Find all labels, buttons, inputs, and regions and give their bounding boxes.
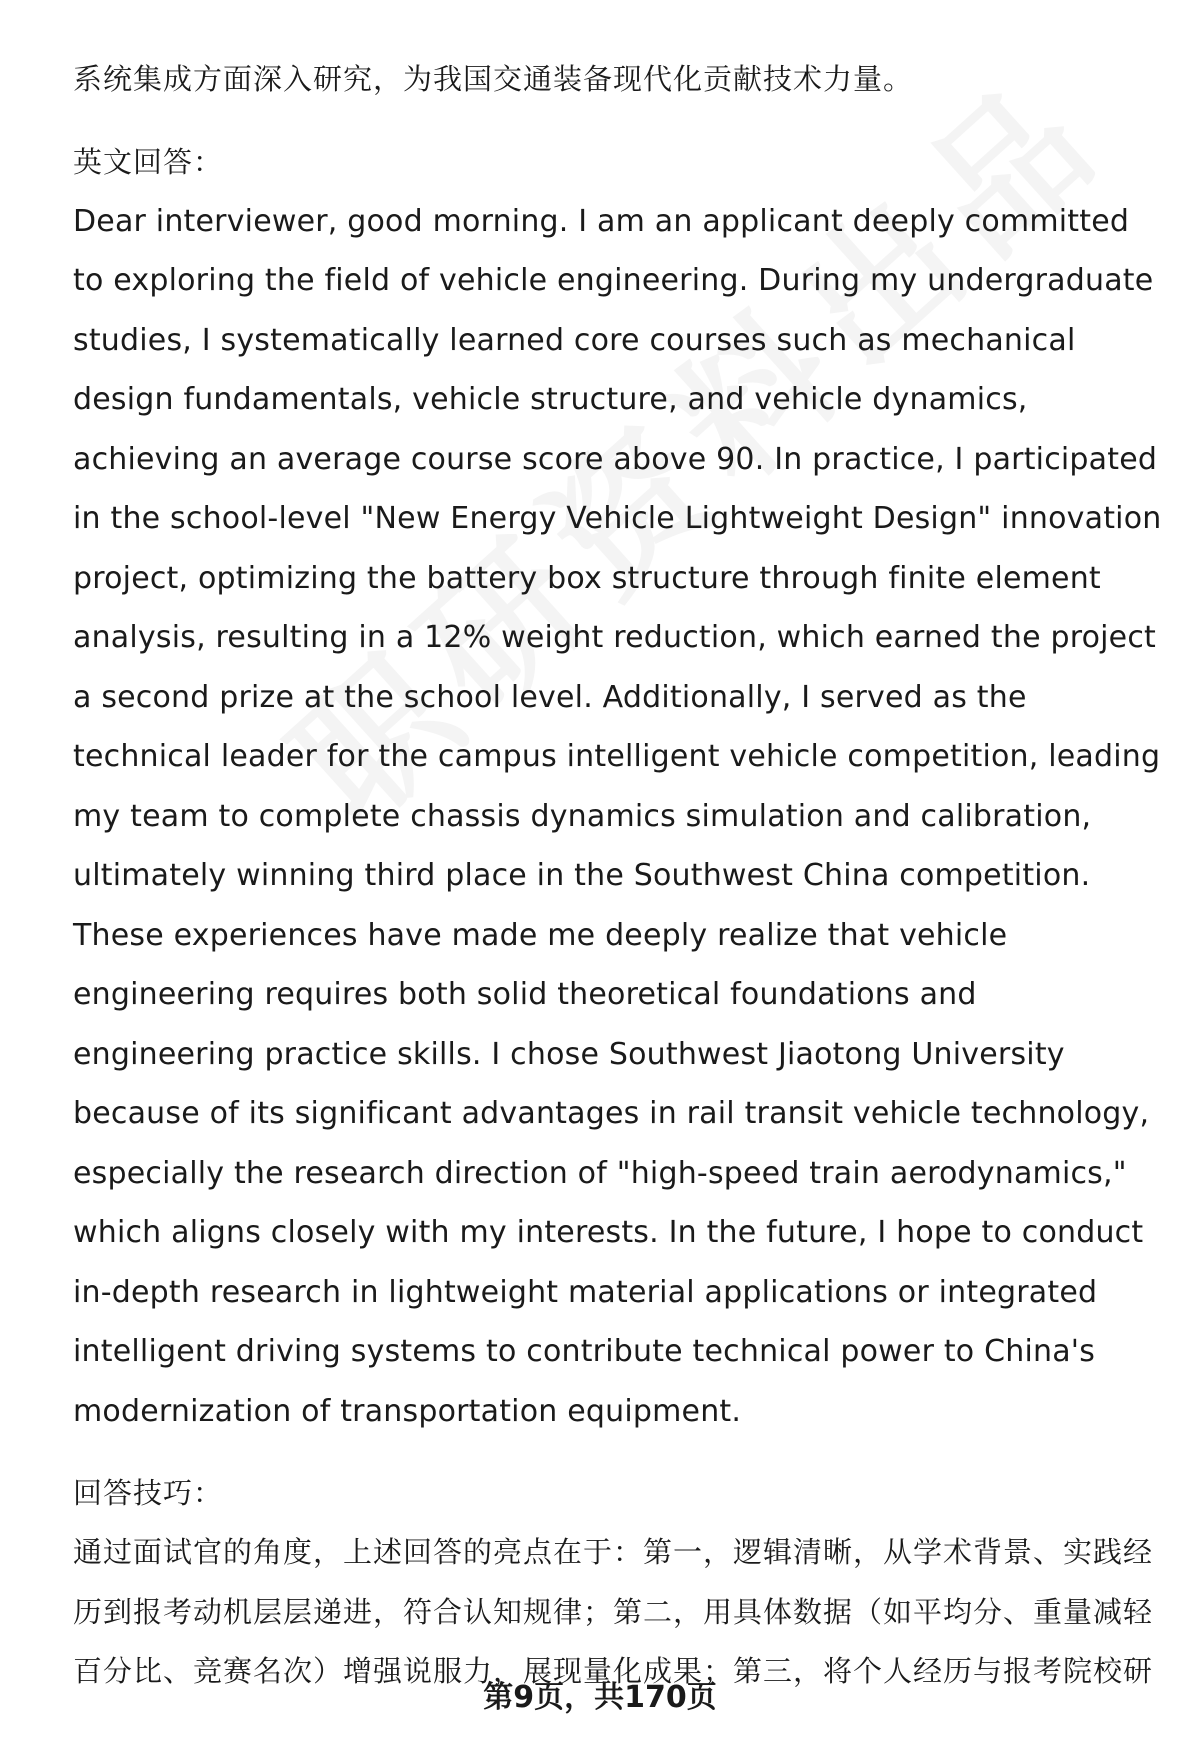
english-answer-paragraph: Dear interviewer, good morning. I am an applicant deeply committed to exploring the field of vehicle engineering. During my undergraduate studies, I systematically learned core courses such as mechanical design fundamentals, vehicle structure, and vehicle dynamics, achieving an average course score above 90. In practice, I participated in the school-level "New Energy Vehicle Lightweight Design" innovation project, optimizing the battery box structure through finite element analysis, resulting in a 12% weight reduction, which earned the project a second prize at the school level. Additionally, I served as the technical leader for the campus intelligent vehicle competition, leading my team to complete chassis dynamics simulation and calibration, ultimately winning third place in the Southwest China competition. These experiences have made me deeply realize that vehicle engineering requires both solid theoretical foundations and engineering practice skills. I chose Southwest Jiaotong University because of its significant advantages in rail transit vehicle technology, especially the research direction of "high-speed train aerodynamics," which aligns closely with my interests. In the future, I hope to conduct in-depth research in lightweight material applications or integrated intelligent driving systems to contribute technical power to China's modernization of transportation equipment. xyxy=(73,203,1162,1429)
page-number-footer: 第9页，共170页 xyxy=(483,1680,717,1715)
document-page xyxy=(73,50,1163,1702)
tips-heading: 回答技巧： xyxy=(73,1476,224,1510)
top-fragment-paragraph: 系统集成方面深入研究，为我国交通装备现代化贡献技术力量。 xyxy=(73,62,914,96)
english-answer-heading: 英文回答： xyxy=(73,144,224,179)
tips-paragraph: 通过面试官的角度，上述回答的亮点在于：第一，逻辑清晰，从学术背景、实践经历到报考动机层层递进，符合认知规律；第二，用具体数据（如平均分、重量减轻百分比、竞赛名次）增强说服力，展现量化成果；第三，将个人经历与报考院校研 xyxy=(73,1535,1154,1688)
